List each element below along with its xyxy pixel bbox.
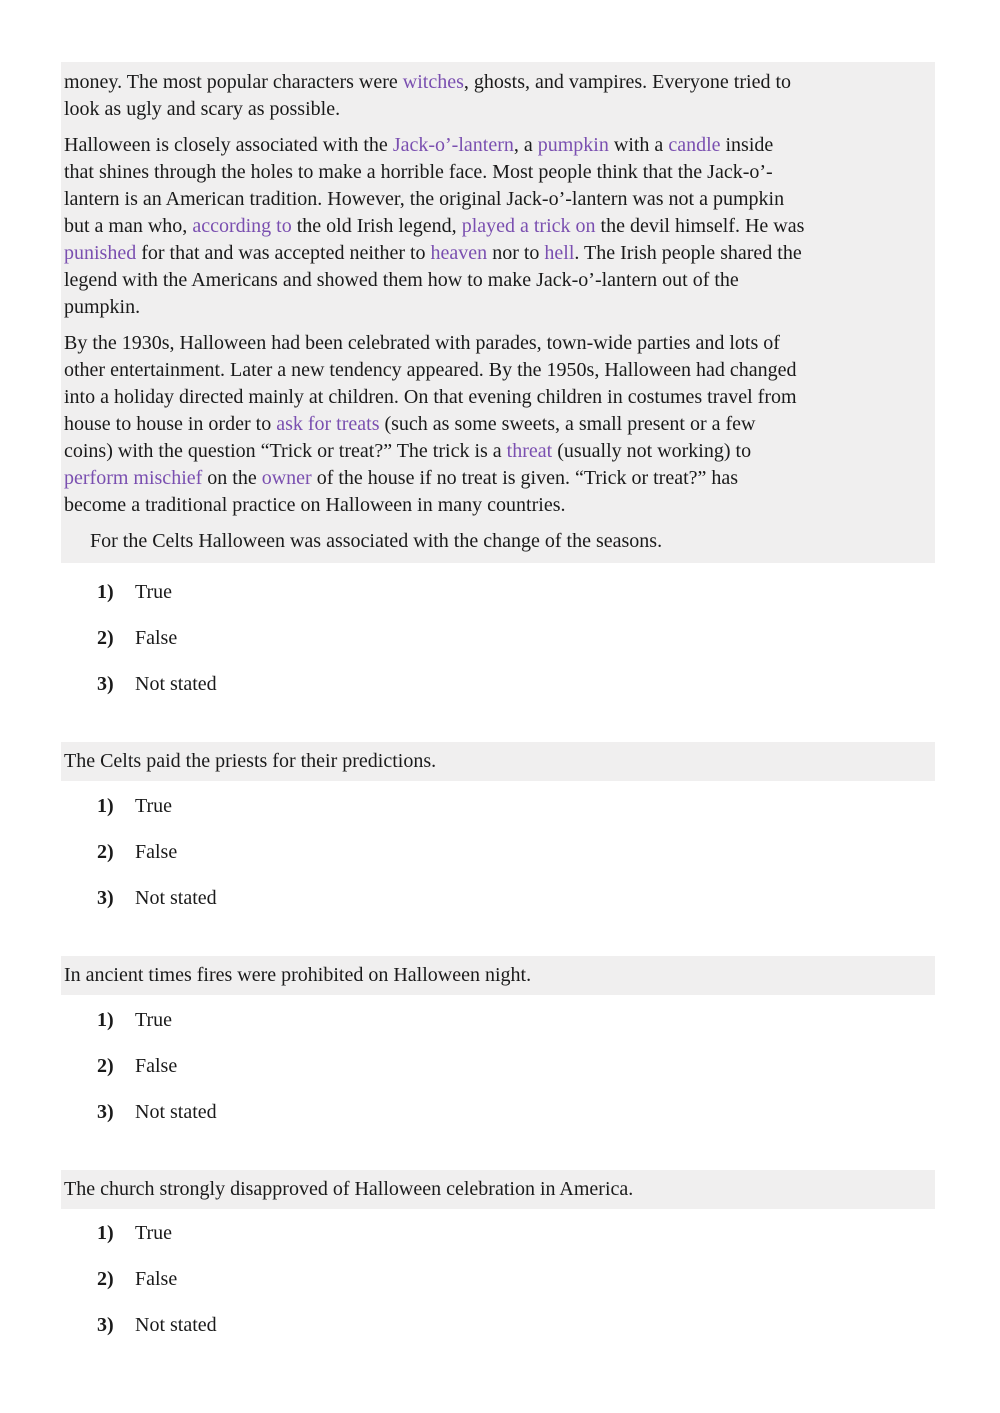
text-run: , a (513, 134, 538, 156)
text-run: the old Irish legend, (291, 215, 462, 237)
text-run: Halloween is closely associated with the (64, 134, 393, 156)
answer-option-not-stated[interactable] (97, 886, 217, 910)
option-number: 1) (97, 1222, 114, 1244)
vocab-link[interactable]: candle (668, 134, 721, 156)
question-1-options (97, 580, 217, 696)
text-line (64, 96, 927, 123)
text-run: into a holiday directed mainly at children. On that evening children in costumes travel from (64, 386, 797, 408)
question-3-options (97, 1008, 217, 1124)
vocab-link[interactable]: perform mischief (64, 467, 203, 489)
text-line (64, 240, 927, 267)
option-label: False (135, 841, 178, 863)
question-2-options (97, 794, 217, 910)
vocab-link[interactable]: punished (64, 242, 137, 264)
option-label: Not stated (135, 673, 217, 695)
option-number: 3) (97, 1314, 114, 1336)
text-line (64, 438, 927, 465)
text-run: nor to (487, 242, 545, 264)
option-label: True (135, 1009, 173, 1031)
question-2-statement: The Celts paid the priests for their predictions. (61, 742, 935, 781)
option-label: True (135, 581, 173, 603)
text-run: with a (608, 134, 669, 156)
passage-paragraph-1 (64, 69, 927, 123)
answer-option-false[interactable] (97, 840, 217, 864)
text-line (64, 330, 927, 357)
text-run: house to house in order to (64, 413, 277, 435)
option-label: Not stated (135, 1314, 217, 1336)
answer-option-true[interactable] (97, 1008, 217, 1032)
text-run: inside (720, 134, 774, 156)
answer-option-not-stated[interactable] (97, 672, 217, 696)
passage-paragraph-2 (64, 132, 927, 321)
text-line (64, 159, 927, 186)
text-run: pumpkin. (64, 296, 141, 318)
text-run: other entertainment. Later a new tendency appeared. By the 1950s, Halloween had changed (64, 359, 797, 381)
text-line (64, 411, 927, 438)
option-number: 3) (97, 1101, 114, 1123)
vocab-link[interactable]: hell (544, 242, 575, 264)
option-label: False (135, 627, 178, 649)
text-run: that shines through the holes to make a horrible face. Most people think that the Jack-o’- (64, 161, 773, 183)
text-run: of the house if no treat is given. “Trick or treat?” has (311, 467, 739, 489)
answer-option-true[interactable] (97, 580, 217, 604)
text-run: (usually not working) to (552, 440, 752, 462)
option-number: 2) (97, 841, 114, 863)
answer-option-false[interactable] (97, 1267, 217, 1291)
text-run: become a traditional practice on Halloween in many countries. (64, 494, 566, 516)
answer-option-true[interactable] (97, 1221, 217, 1245)
text-line (64, 69, 927, 96)
option-label: False (135, 1055, 178, 1077)
vocab-link[interactable]: heaven (430, 242, 488, 264)
text-line (64, 357, 927, 384)
text-run: legend with the Americans and showed them how to make Jack-o’-lantern out of the (64, 269, 739, 291)
text-run: look as ugly and scary as possible. (64, 98, 341, 120)
question-4-options (97, 1221, 217, 1337)
option-number: 1) (97, 581, 114, 603)
vocab-link[interactable]: threat (506, 440, 553, 462)
answer-option-not-stated[interactable] (97, 1100, 217, 1124)
text-run: lantern is an American tradition. However, the original Jack-o’-lantern was not a pumpkin (64, 188, 785, 210)
vocab-link[interactable]: ask for treats (276, 413, 380, 435)
text-line (64, 294, 927, 321)
option-number: 2) (97, 1268, 114, 1290)
reading-passage-block (61, 62, 935, 563)
passage-paragraph-3 (64, 330, 927, 519)
text-run: on the (202, 467, 262, 489)
vocab-link[interactable]: according to (192, 215, 292, 237)
text-run: money. The most popular characters were (64, 71, 403, 93)
option-number: 3) (97, 673, 114, 695)
option-label: Not stated (135, 887, 217, 909)
answer-option-true[interactable] (97, 794, 217, 818)
option-number: 1) (97, 1009, 114, 1031)
vocab-link[interactable]: owner (261, 467, 312, 489)
vocab-link[interactable]: played a trick on (461, 215, 596, 237)
text-run: . The Irish people shared the (574, 242, 802, 264)
option-label: True (135, 1222, 173, 1244)
text-run: for that and was accepted neither to (136, 242, 431, 264)
text-line (64, 465, 927, 492)
option-number: 2) (97, 1055, 114, 1077)
text-run: (such as some sweets, a small present or a few (379, 413, 756, 435)
text-line (64, 213, 927, 240)
text-line (64, 186, 927, 213)
text-run: By the 1930s, Halloween had been celebrated with parades, town-wide parties and lots of (64, 332, 780, 354)
text-run: the devil himself. He was (595, 215, 805, 237)
answer-option-false[interactable] (97, 626, 217, 650)
question-4-statement: The church strongly disapproved of Halloween celebration in America. (61, 1170, 935, 1209)
answer-option-false[interactable] (97, 1054, 217, 1078)
option-label: True (135, 795, 173, 817)
text-line (64, 492, 927, 519)
option-number: 1) (97, 795, 114, 817)
question-1-statement: For the Celts Halloween was associated with the change of the seasons. (90, 530, 663, 552)
answer-option-not-stated[interactable] (97, 1313, 217, 1337)
text-run: , ghosts, and vampires. Everyone tried to (463, 71, 792, 93)
text-run: coins) with the question “Trick or treat?” The trick is a (64, 440, 507, 462)
vocab-link[interactable]: pumpkin (537, 134, 609, 156)
vocab-link[interactable]: Jack-o’-lantern (392, 134, 514, 156)
text-line (64, 267, 927, 294)
text-line (64, 132, 927, 159)
vocab-link[interactable]: witches (402, 71, 464, 93)
option-number: 3) (97, 887, 114, 909)
text-line (64, 384, 927, 411)
text-run: but a man who, (64, 215, 193, 237)
option-number: 2) (97, 627, 114, 649)
option-label: False (135, 1268, 178, 1290)
option-label: Not stated (135, 1101, 217, 1123)
question-3-statement: In ancient times fires were prohibited on Halloween night. (61, 956, 935, 995)
